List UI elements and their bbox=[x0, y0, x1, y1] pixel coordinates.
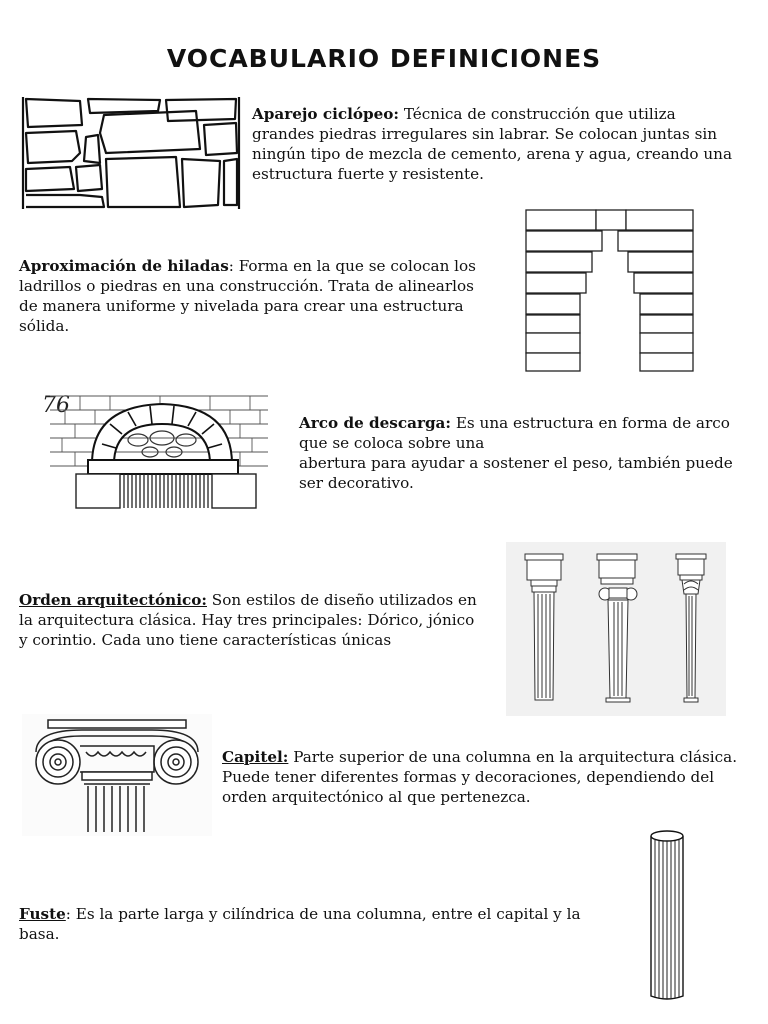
definition-orden-arquitectonico bbox=[19, 590, 481, 650]
term-label: Aproximación de hiladas bbox=[19, 257, 229, 275]
cyclopean-masonry-illustration bbox=[20, 97, 242, 209]
definition-fuste bbox=[19, 904, 619, 944]
definition-text: Son estilos de diseño utilizados en la arquitectura clásica. Hay tres principales: Dórico, jónico y corintio. Cada uno tiene características únicas bbox=[19, 591, 477, 649]
definition-text: Técnica de construcción que utiliza grandes piedras irregulares sin labrar. Se colocan juntas sin ningún tipo de mezcla de cemento, arena y agua, creando una estructura fuerte y resistente. bbox=[252, 105, 733, 183]
term-label: Capitel: bbox=[222, 748, 289, 766]
definition-arco-de-descarga bbox=[299, 413, 749, 493]
relieving-arch-sketch bbox=[40, 382, 275, 510]
sketch-number: 76 bbox=[42, 393, 70, 418]
page-title: VOCABULARIO DEFINICIONES bbox=[166, 44, 602, 73]
definition-aproximacion-de-hiladas bbox=[19, 256, 489, 336]
classical-orders-illustration bbox=[506, 542, 726, 716]
corbelled-arch-illustration bbox=[525, 209, 697, 373]
definition-text: Parte superior de una columna en la arquitectura clásica. Puede tener diferentes formas y decoraciones, dependiendo del orden arquitectónico al que pertenezca. bbox=[222, 748, 738, 806]
column-shaft-illustration bbox=[648, 828, 686, 1002]
term-label: Arco de descarga: bbox=[299, 414, 452, 432]
definition-aparejo-ciclopeo bbox=[252, 104, 742, 184]
definition-capitel bbox=[222, 747, 747, 807]
term-label: Fuste bbox=[19, 905, 66, 923]
ionic-capital-illustration bbox=[22, 714, 212, 836]
term-label: Aparejo ciclópeo: bbox=[252, 105, 400, 123]
definition-text: Es una estructura en forma de arco que se coloca sobre una bbox=[299, 414, 730, 452]
definition-text-continued: abertura para ayudar a sostener el peso, también puede ser decorativo. bbox=[299, 454, 733, 492]
definition-text: : Es la parte larga y cilíndrica de una columna, entre el capital y la basa. bbox=[19, 905, 581, 943]
term-label: Orden arquitectónico: bbox=[19, 591, 207, 609]
definition-text: : Forma en la que se colocan los ladrillos o piedras en una construcción. Trata de alinearlos de manera uniforme y nivelada para crear una estructura sólida. bbox=[19, 257, 476, 335]
